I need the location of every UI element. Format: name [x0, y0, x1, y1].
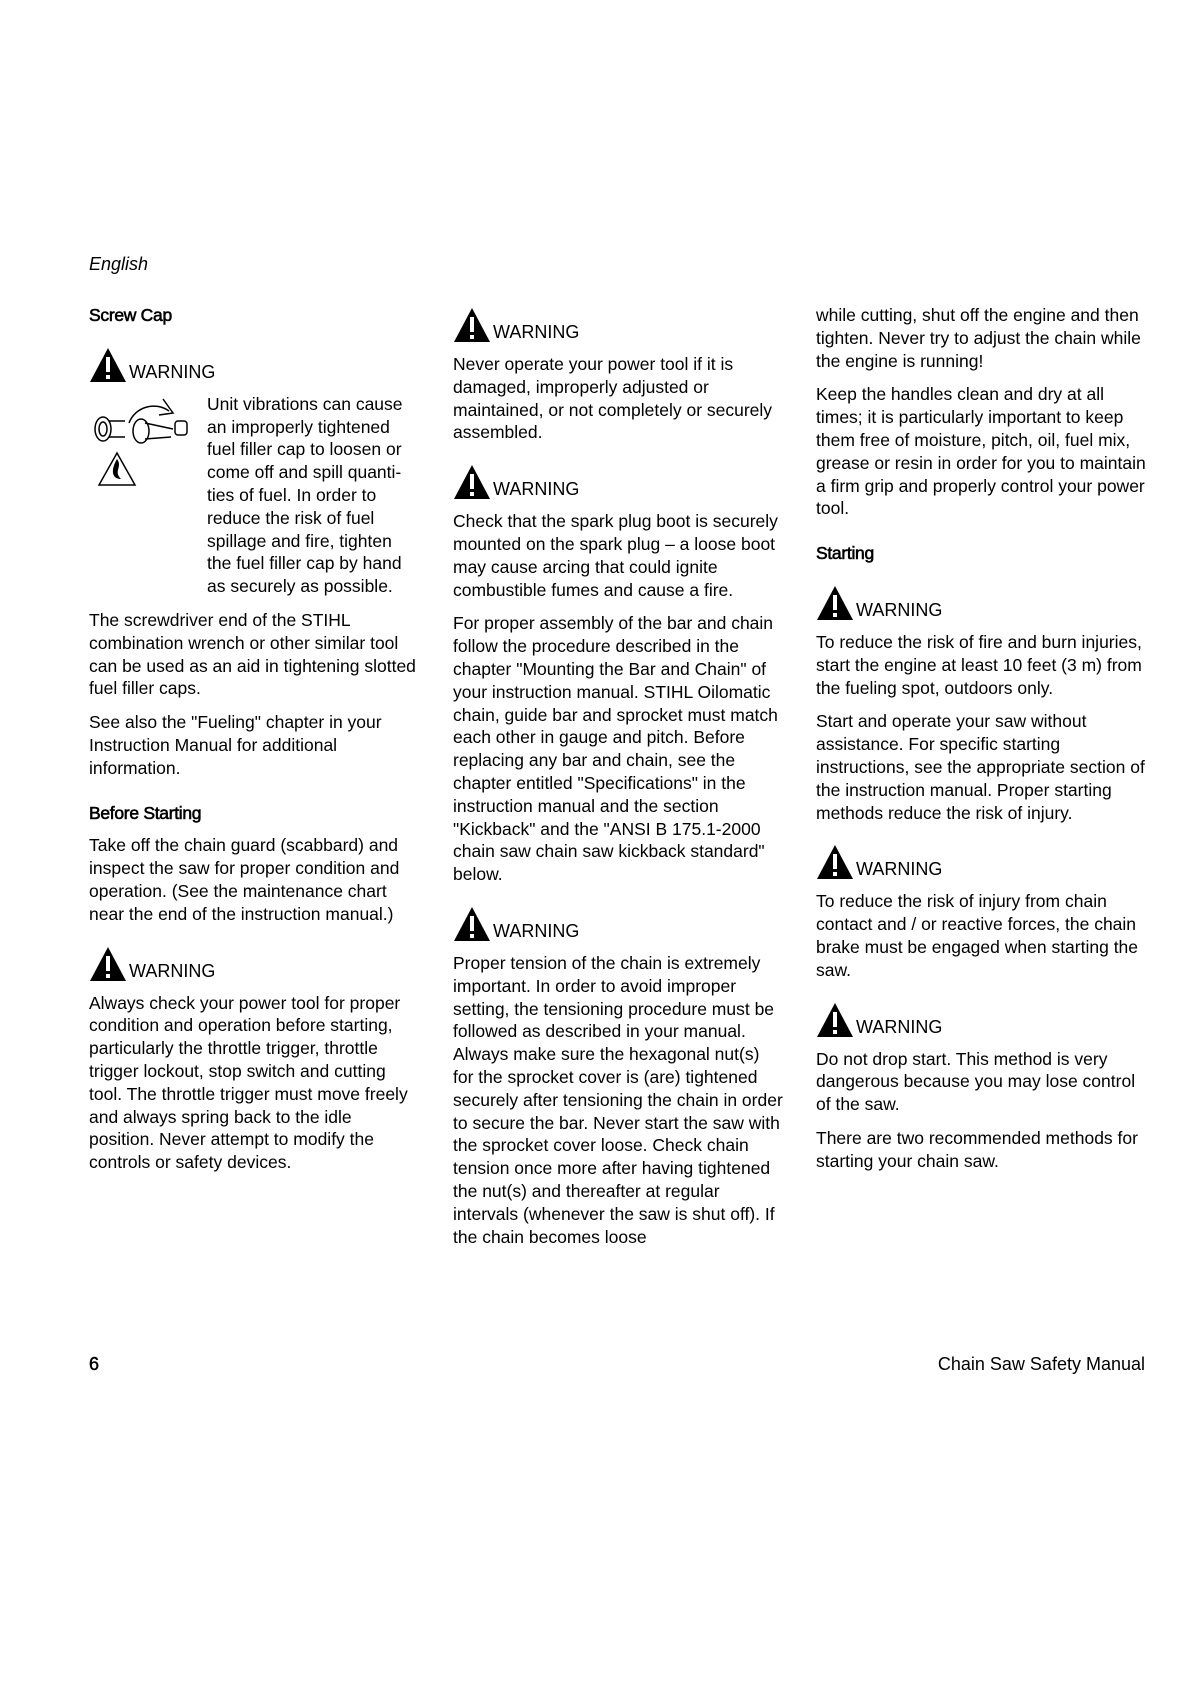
warning-triangle-icon: [89, 946, 127, 982]
paragraph: Proper tension of the chain is extremely important. In order to avoid improper setting, the tensioning procedure must be followed as described in your manual. Always make sure the hexagonal nut(s) for the sprocket cover is (are) tightened securely after tensioning the chain in order to secure the bar. Never start the saw with the sprocket cover loose. Check chain tension once more after having tightened the nut(s) and thereafter at regular intervals (whenever the saw is shut off). If the chain becomes loose: [453, 952, 783, 1247]
warning-header: [89, 944, 419, 982]
warning-header: [816, 1000, 1146, 1038]
paragraph: There are two recommended methods for starting your chain saw.: [816, 1127, 1138, 1171]
paragraph: Never operate your power tool if it is damaged, improperly adjusted or maintained, or not completely or securely assembled.: [453, 354, 773, 443]
warning-triangle-icon: [453, 307, 491, 343]
paragraph: To reduce the risk of injury from chain contact and / or reactive forces, the chain brake must be engaged when starting the saw.: [816, 891, 1139, 980]
paragraph: See also the "Fueling" chapter in your Instruction Manual for additional information.: [89, 712, 382, 778]
warning-label: WARNING: [493, 322, 580, 342]
warning-label: WARNING: [856, 1016, 943, 1037]
warning-label: WARNING: [129, 960, 216, 981]
paragraph: To reduce the risk of fire and burn injuries, start the engine at least 10 feet (3 m) from the fueling spot, outdoors only.: [816, 631, 1142, 698]
paragraph: The screwdriver end of the STIHL combination wrench or other similar tool can be used as an aid in tightening slotted fuel filler caps.: [89, 609, 416, 699]
page-number: 6: [89, 1354, 100, 1374]
section-heading-screw-cap: Screw Cap: [89, 305, 172, 325]
paragraph: Keep the handles clean and dry at all times; it is particularly important to keep them free of moisture, pitch, oil, fuel mix, grease or resin in order for you to maintain a firm grip and properly control your power tool.: [816, 384, 1146, 519]
section-heading-starting: Starting: [816, 543, 874, 564]
language-label: English: [89, 254, 149, 274]
warning-triangle-icon: [89, 347, 127, 383]
warning-header: [453, 462, 783, 500]
column-1: [89, 304, 419, 1185]
section-heading-before-starting: Before Starting: [89, 802, 202, 823]
paragraph: For proper assembly of the bar and chain follow the procedure described in the chapter "Mounting the Bar and Chain" of your instruction manual. STIHL Oilomatic chain, guide bar and sprocket must match each other in gauge and pitch. Before replacing any bar and chain, see the chapter entitled "Specifications" in the instruction manual and the section "Kickback" and the "ANSI B 175.1-2000 chain saw chain saw kickback standard" below.: [453, 613, 778, 885]
fuel-cap-fire-hazard-icon: [89, 393, 207, 513]
warning-triangle-icon: [816, 585, 854, 621]
paragraph: Start and operate your saw without assistance. For specific starting instructions, see the appropriate section of the instruction manual. Proper starting methods reduce the risk of injury.: [816, 711, 1145, 823]
paragraph: while cutting, shut off the engine and then tighten. Never try to adjust the chain while the engine is running!: [816, 305, 1141, 371]
footer-title: Chain Saw Safety Manual: [937, 1354, 1145, 1374]
warning-triangle-icon: [816, 844, 854, 880]
column-3: [816, 304, 1146, 1184]
paragraph: Check that the spark plug boot is securely mounted on the spark plug – a loose boot may cause arcing that could ignite combustible fumes and cause a fire.: [453, 511, 778, 600]
warning-label: WARNING: [856, 599, 943, 620]
warning-label: WARNING: [856, 859, 943, 880]
warning-header: [816, 842, 1146, 880]
warning-label: WARNING: [493, 479, 580, 500]
warning-triangle-icon: [453, 906, 491, 942]
warning-triangle-icon: [453, 464, 491, 500]
warning-header: [816, 583, 1146, 621]
paragraph: Do not drop start. This method is very dangerous because you may lose control of the saw.: [816, 1048, 1136, 1115]
paragraph: Always check your power tool for proper condition and operation before starting, particularly the throttle trigger, throttle trigger lockout, stop switch and cutting tool. The throttle trigger must move freely and always spring back to the idle position. Never attempt to modify the controls or safety devices.: [89, 992, 408, 1173]
warning-triangle-icon: [816, 1002, 854, 1038]
warning-header: [453, 904, 783, 942]
screw-cap-text: Unit vibrations can cause an improperly tightened fuel filler cap to loosen or come off and spill quanti-ties of fuel. In order to reduce the risk of fuel spillage and fire, tighten the fuel filler cap by hand as securely as possible.: [207, 393, 403, 597]
warning-header: [453, 305, 783, 343]
column-2: [453, 300, 783, 1259]
warning-label: WARNING: [493, 920, 580, 941]
warning-header: [89, 345, 419, 383]
warning-label: WARNING: [129, 361, 216, 382]
paragraph: Take off the chain guard (scabbard) and inspect the saw for proper condition and operation. (See the maintenance chart near the end of the instruction manual.): [89, 835, 400, 924]
